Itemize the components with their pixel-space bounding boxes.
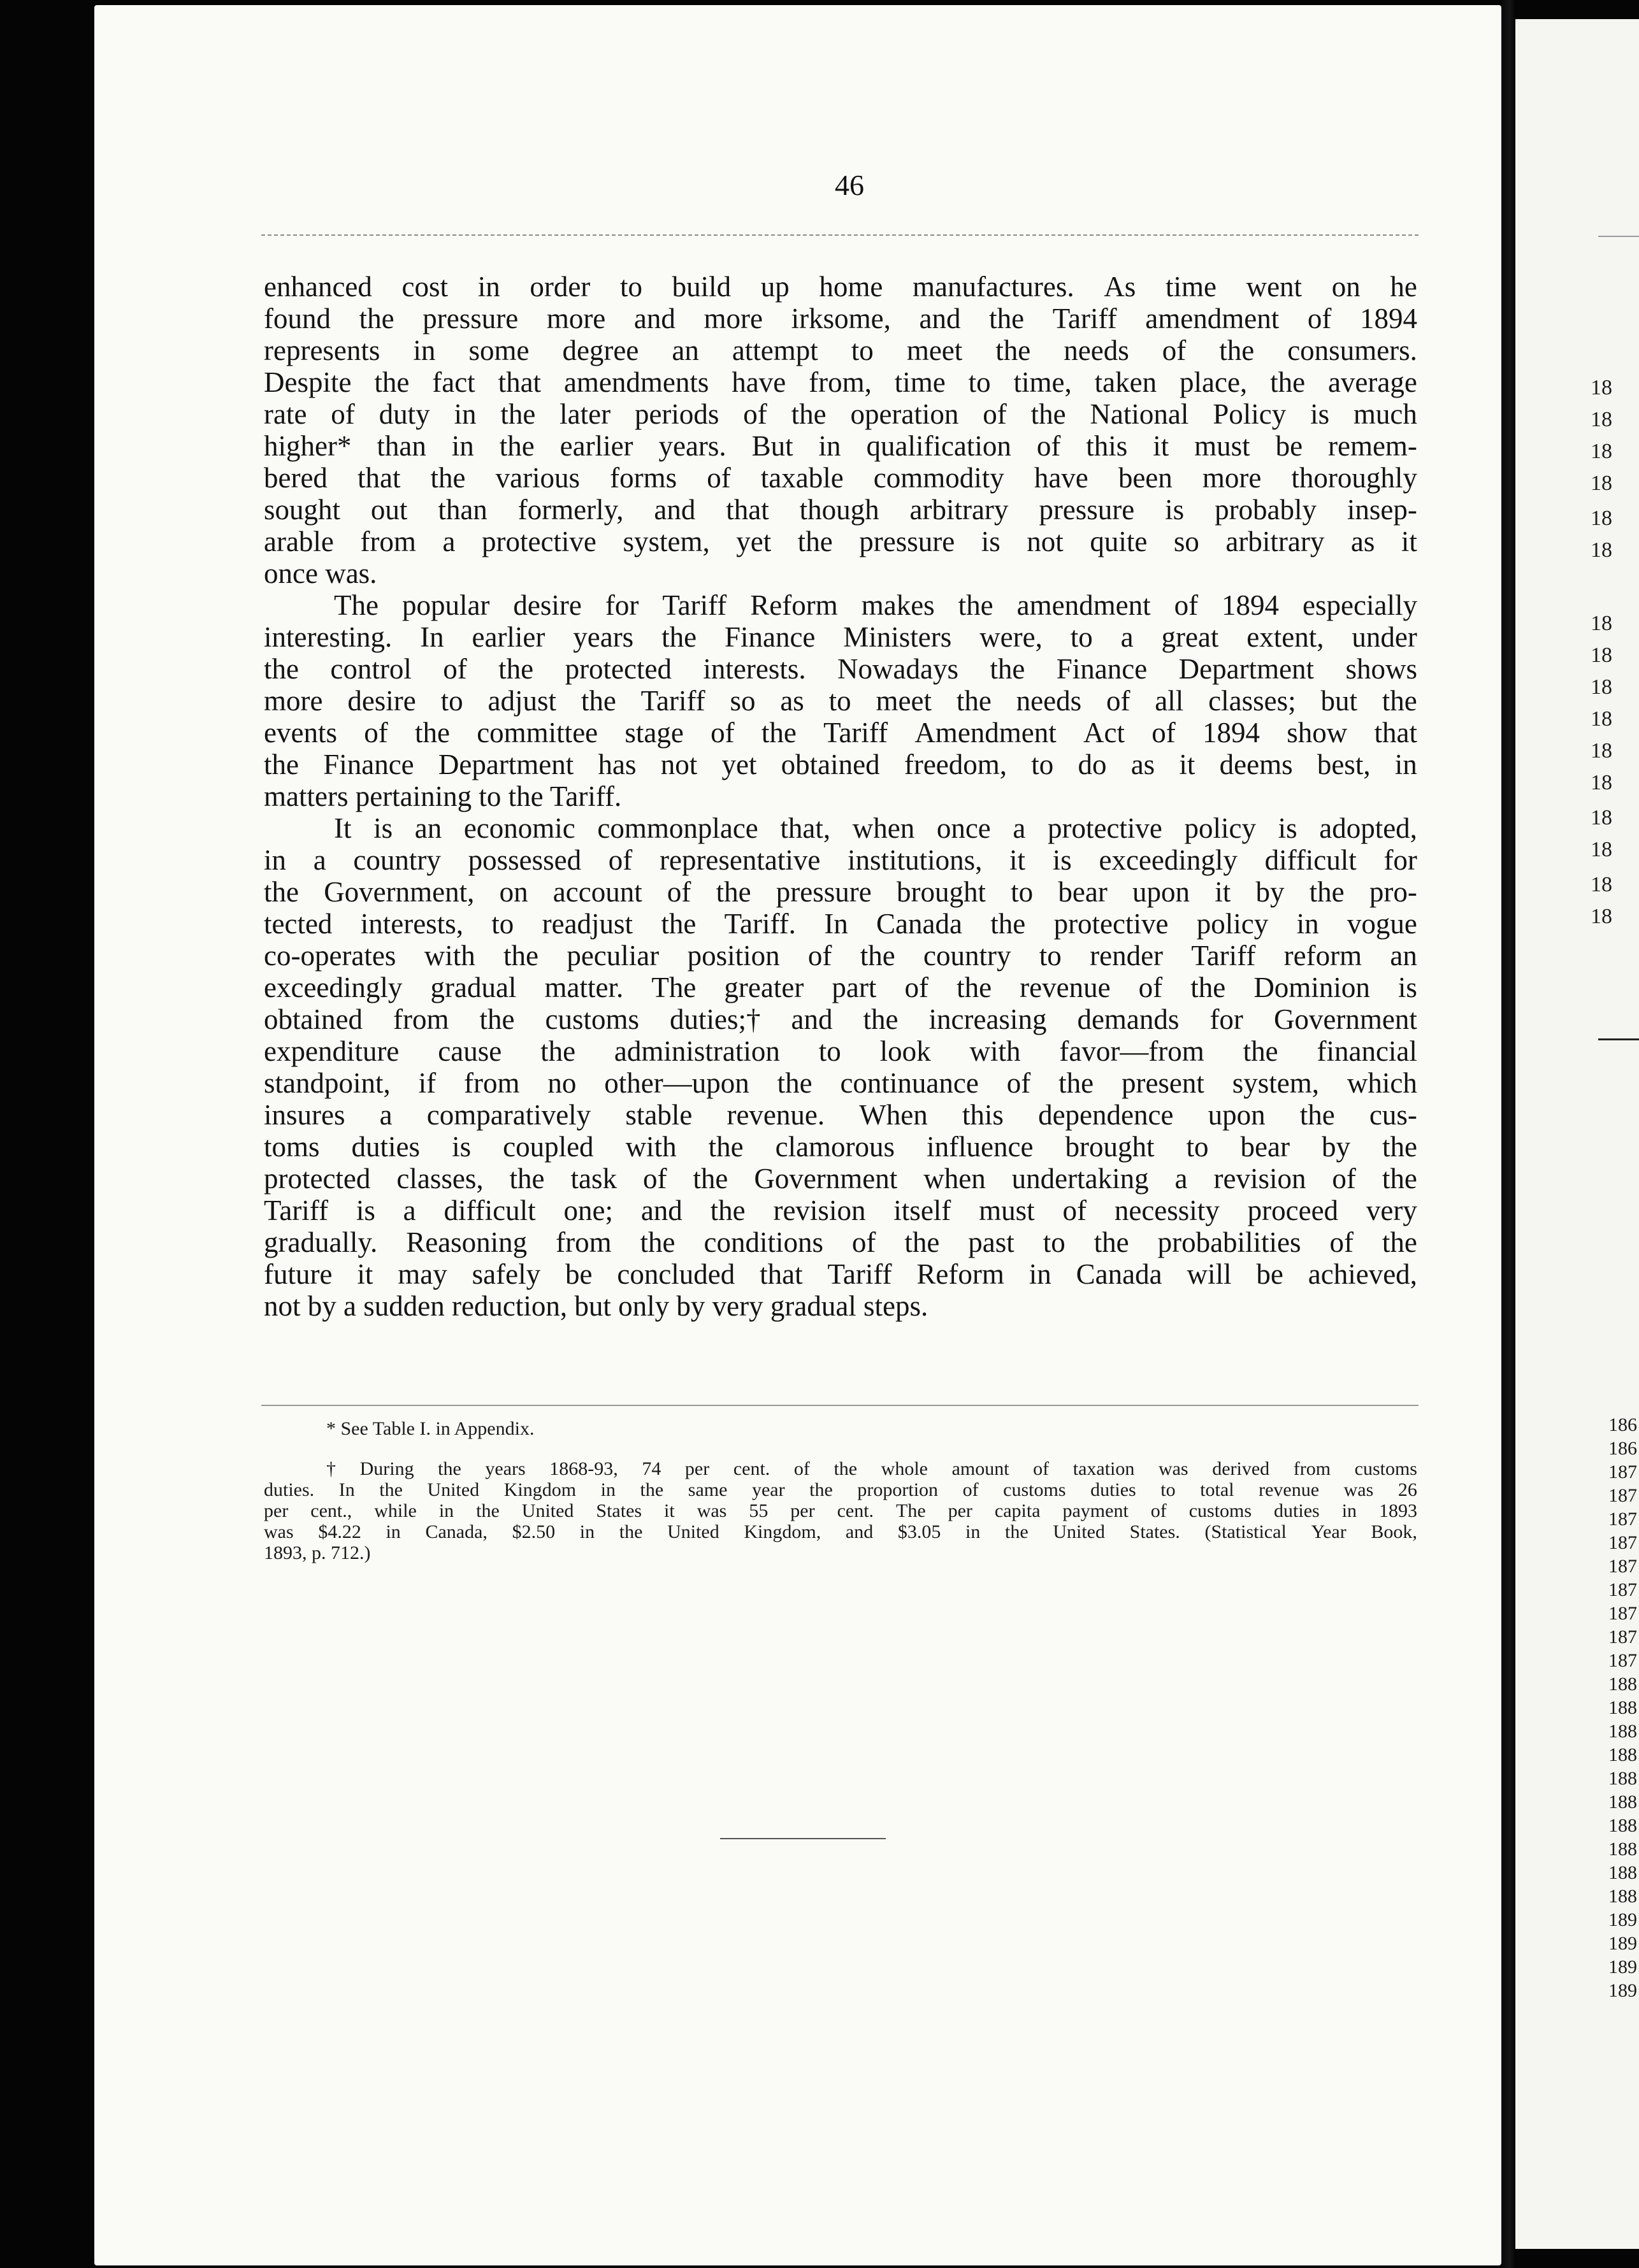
body-line: represents in some degree an attempt to meet the needs of the consumers. bbox=[264, 334, 1417, 366]
adjacent-year-label: 188 bbox=[1608, 1862, 1637, 1883]
adjacent-page bbox=[1515, 19, 1639, 2249]
adjacent-year-label: 187 bbox=[1608, 1556, 1637, 1577]
body-line: events of the committee stage of the Tariff Amendment Act of 1894 show that bbox=[264, 717, 1417, 749]
adjacent-year-label: 18 bbox=[1591, 440, 1612, 463]
adjacent-year-label: 18 bbox=[1591, 408, 1612, 431]
adjacent-year-label: 188 bbox=[1608, 1886, 1637, 1907]
adjacent-year-label: 18 bbox=[1591, 612, 1612, 635]
footnote-first: * See Table I. in Appendix. bbox=[326, 1418, 535, 1439]
body-line: rate of duty in the later periods of the operation of the National Policy is much bbox=[264, 398, 1417, 430]
adjacent-year-label: 18 bbox=[1591, 873, 1612, 896]
adjacent-year-label: 18 bbox=[1591, 771, 1612, 794]
adjacent-year-label: 18 bbox=[1591, 643, 1612, 667]
adjacent-year-label: 186 bbox=[1608, 1438, 1637, 1459]
footnote-line: per cent., while in the United States it was 55 per cent. The per capita payment of customs duties in 1893 bbox=[264, 1500, 1417, 1521]
adjacent-year-label: 189 bbox=[1608, 1933, 1637, 1954]
body-line: the control of the protected interests. Nowadays the Finance Department shows bbox=[264, 653, 1417, 685]
body-line: matters pertaining to the Tariff. bbox=[264, 780, 622, 812]
body-line: found the pressure more and more irksome, and the Tariff amendment of 1894 bbox=[264, 303, 1417, 334]
body-text bbox=[264, 271, 1417, 1322]
adjacent-year-label: 187 bbox=[1608, 1461, 1637, 1482]
body-line: in a country possessed of representative institutions, it is exceedingly difficult for bbox=[264, 844, 1417, 876]
body-line: higher* than in the earlier years. But in qualification of this it must be remem- bbox=[264, 430, 1417, 462]
body-line: obtained from the customs duties;† and the increasing demands for Government bbox=[264, 1003, 1417, 1035]
body-line: tected interests, to readjust the Tariff. In Canada the protective policy in vogue bbox=[264, 908, 1417, 940]
footnote-line: 1893, p. 712.) bbox=[264, 1542, 371, 1563]
body-line: gradually. Reasoning from the conditions of the past to the probabilities of the bbox=[264, 1226, 1417, 1258]
body-line: more desire to adjust the Tariff so as to meet the needs of all classes; but the bbox=[264, 685, 1417, 717]
body-line: standpoint, if from no other—upon the continuance of the present system, which bbox=[264, 1067, 1417, 1099]
body-line: sought out than formerly, and that though arbitrary pressure is probably insep- bbox=[264, 494, 1417, 526]
adjacent-year-label: 18 bbox=[1591, 707, 1612, 731]
adjacent-year-label: 18 bbox=[1591, 675, 1612, 699]
body-line: co-operates with the peculiar position of the country to render Tariff reform an bbox=[264, 940, 1417, 972]
adjacent-year-label: 187 bbox=[1608, 1626, 1637, 1647]
adjacent-year-label: 186 bbox=[1608, 1414, 1637, 1435]
adjacent-year-label: 187 bbox=[1608, 1485, 1637, 1506]
adjacent-year-label: 18 bbox=[1591, 506, 1612, 530]
body-line: protected classes, the task of the Government when undertaking a revision of the bbox=[264, 1163, 1417, 1195]
footnote-rule bbox=[261, 1405, 1419, 1406]
body-line: future it may safely be concluded that Tariff Reform in Canada will be achieved, bbox=[264, 1258, 1417, 1290]
body-line: interesting. In earlier years the Finance Ministers were, to a great extent, under bbox=[264, 621, 1417, 653]
adjacent-year-label: 188 bbox=[1608, 1768, 1637, 1789]
footnote-line: was $4.22 in Canada, $2.50 in the United Kingdom, and $3.05 in the United States. (Statistical Year Book, bbox=[264, 1521, 1417, 1542]
header-rule bbox=[261, 234, 1419, 236]
end-rule bbox=[720, 1838, 886, 1839]
adjacent-year-label: 188 bbox=[1608, 1744, 1637, 1765]
body-line: insures a comparatively stable revenue. When this dependence upon the cus- bbox=[264, 1099, 1417, 1131]
footnote-line: † During the years 1868-93, 74 per cent. of the whole amount of taxation was derived from customs bbox=[326, 1458, 1417, 1479]
body-line: Tariff is a difficult one; and the revision itself must of necessity proceed very bbox=[264, 1195, 1417, 1226]
adjacent-year-label: 189 bbox=[1608, 1980, 1637, 2001]
adjacent-year-label: 188 bbox=[1608, 1721, 1637, 1742]
body-line: exceedingly gradual matter. The greater part of the revenue of the Dominion is bbox=[264, 972, 1417, 1003]
body-line: enhanced cost in order to build up home manufactures. As time went on he bbox=[264, 271, 1417, 303]
adjacent-year-label: 188 bbox=[1608, 1815, 1637, 1836]
adjacent-year-label: 188 bbox=[1608, 1839, 1637, 1860]
page-gutter bbox=[1501, 0, 1515, 2268]
footnote-second bbox=[264, 1458, 1417, 1563]
adjacent-year-label: 189 bbox=[1608, 1909, 1637, 1930]
adjacent-year-label: 187 bbox=[1608, 1603, 1637, 1624]
adjacent-year-label: 18 bbox=[1591, 739, 1612, 763]
body-line: It is an economic commonplace that, when once a protective policy is adopted, bbox=[334, 812, 1417, 844]
body-line: the Finance Department has not yet obtained freedom, to do as it deems best, in bbox=[264, 749, 1417, 780]
adjacent-year-label: 188 bbox=[1608, 1791, 1637, 1812]
body-line: arable from a protective system, yet the pressure is not quite so arbitrary as it bbox=[264, 526, 1417, 557]
adjacent-year-label: 187 bbox=[1608, 1579, 1637, 1600]
adjacent-year-label: 187 bbox=[1608, 1509, 1637, 1530]
adjacent-year-label: 18 bbox=[1591, 806, 1612, 829]
body-line: once was. bbox=[264, 557, 377, 589]
adjacent-year-label: 18 bbox=[1591, 838, 1612, 861]
body-line: The popular desire for Tariff Reform makes the amendment of 1894 especially bbox=[334, 589, 1417, 621]
adjacent-year-label: 188 bbox=[1608, 1674, 1637, 1695]
page-number: 46 bbox=[835, 169, 864, 201]
adjacent-rule-bottom bbox=[1598, 1038, 1639, 1040]
footnotes bbox=[264, 1418, 1417, 1563]
adjacent-year-label: 189 bbox=[1608, 1956, 1637, 1977]
body-line: not by a sudden reduction, but only by very gradual steps. bbox=[264, 1290, 928, 1322]
adjacent-rule-top bbox=[1598, 236, 1639, 237]
body-line: expenditure cause the administration to look with favor—from the financial bbox=[264, 1035, 1417, 1067]
adjacent-year-label: 187 bbox=[1608, 1532, 1637, 1553]
adjacent-year-label: 18 bbox=[1591, 471, 1612, 495]
adjacent-year-label: 18 bbox=[1591, 905, 1612, 928]
body-line: Despite the fact that amendments have from, time to time, taken place, the average bbox=[264, 366, 1417, 398]
adjacent-year-label: 18 bbox=[1591, 376, 1612, 399]
adjacent-year-label: 188 bbox=[1608, 1697, 1637, 1718]
body-line: bered that the various forms of taxable commodity have been more thoroughly bbox=[264, 462, 1417, 494]
body-line: toms duties is coupled with the clamorous influence brought to bear by the bbox=[264, 1131, 1417, 1163]
adjacent-year-label: 187 bbox=[1608, 1650, 1637, 1671]
adjacent-year-label: 18 bbox=[1591, 538, 1612, 562]
footnote-line: duties. In the United Kingdom in the same year the proportion of customs duties to total revenue was 26 bbox=[264, 1479, 1417, 1500]
body-line: the Government, on account of the pressure brought to bear upon it by the pro- bbox=[264, 876, 1417, 908]
